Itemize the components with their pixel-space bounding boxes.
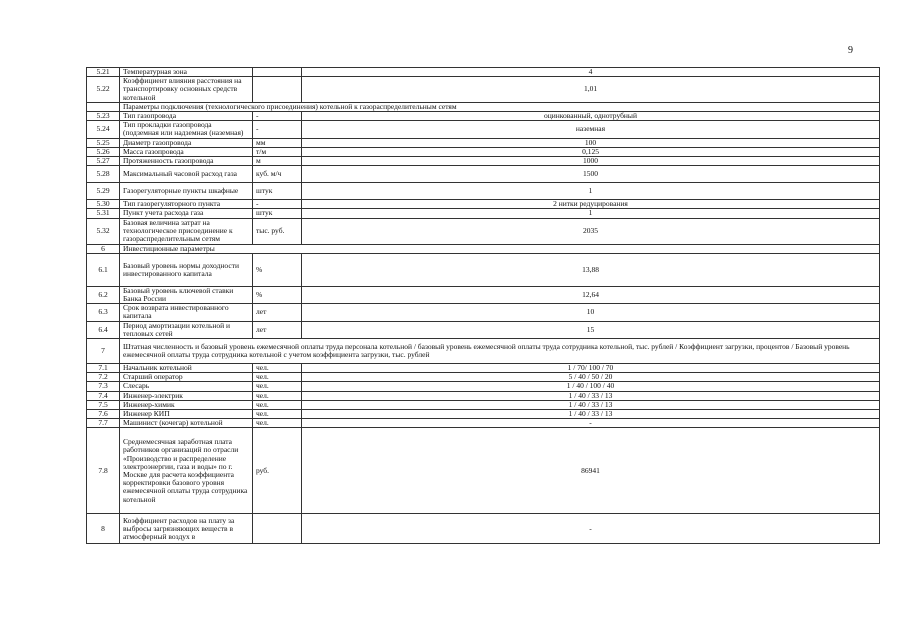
unit-cell: м [253,157,302,166]
row-number-cell: 5.26 [87,147,120,156]
value-cell: 1 / 40 / 100 / 40 [302,382,880,391]
value-cell: 86941 [302,428,880,514]
value-cell: 2 нитки редуцирования [302,200,880,209]
unit-cell: руб. [253,428,302,514]
row-number-cell [87,102,120,111]
unit-cell: лет [253,321,302,338]
value-cell: 12,64 [302,286,880,303]
unit-cell: чел. [253,400,302,409]
table-row [87,121,880,138]
value-cell: 1 / 40 / 33 / 13 [302,400,880,409]
table-row [87,183,880,200]
table-row [87,339,880,364]
parameter-name-cell: Тип газорегуляторного пункта [120,200,253,209]
parameter-name-cell: Коэффициент влияния расстояния на транспортировку основных средств котельной [120,77,253,103]
unit-cell: штук [253,209,302,218]
unit-cell: чел. [253,391,302,400]
row-number-cell: 7.8 [87,428,120,514]
row-number-cell: 5.32 [87,218,120,244]
row-number-cell: 5.23 [87,112,120,121]
unit-cell: т/м [253,147,302,156]
table-row [87,410,880,419]
parameter-name-cell: Базовая величина затрат на технологическое присоединение к газораспределительным сетям [120,218,253,244]
parameter-name-cell: Инженер КИП [120,410,253,419]
row-number-cell: 5.28 [87,166,120,183]
parameters-table [86,67,880,544]
table-row [87,514,880,544]
parameter-name-cell: Базовый уровень нормы доходности инвестированного капитала [120,253,253,286]
row-number-cell: 7.4 [87,391,120,400]
unit-cell: штук [253,183,302,200]
parameter-name-cell: Срок возврата инвестированного капитала [120,304,253,321]
table-row [87,200,880,209]
parameter-name-cell: Пункт учета расхода газа [120,209,253,218]
parameter-name-cell: Базовый уровень ключевой ставки Банка России [120,286,253,303]
value-cell: 1 [302,183,880,200]
parameter-name-cell: Старший оператор [120,373,253,382]
parameter-name-cell: Тип прокладки газопровода (подземная или надземная (наземная) [120,121,253,138]
row-number-cell: 5.22 [87,77,120,103]
row-number-cell: 6.2 [87,286,120,303]
unit-cell: чел. [253,410,302,419]
unit-cell [253,77,302,103]
table-row [87,244,880,253]
parameter-name-cell: Максимальный часовой расход газа [120,166,253,183]
value-cell: 5 / 40 / 50 / 20 [302,373,880,382]
value-cell: 2035 [302,218,880,244]
value-cell: 4 [302,68,880,77]
unit-cell: чел. [253,364,302,373]
table-row [87,304,880,321]
value-cell: 10 [302,304,880,321]
value-cell: 13,88 [302,253,880,286]
row-number-cell: 7.3 [87,382,120,391]
row-number-cell: 5.30 [87,200,120,209]
unit-cell: мм [253,138,302,147]
unit-cell: чел. [253,419,302,428]
parameter-name-cell: Слесарь [120,382,253,391]
row-number-cell: 6 [87,244,120,253]
wide-description-cell: Штатная численность и базовый уровень ежемесячной оплаты труда персонала котельной / базовый уровень ежемесячной оплаты труда сотрудника котельной, тыс. рублей / Коэффициент загрузки, процентов / Базовый уровень ежемесячной оплаты труда сотрудника котельной с учетом коэффициента загрузки, тыс. рублей [120,339,880,364]
unit-cell: - [253,200,302,209]
unit-cell: чел. [253,373,302,382]
parameter-name-cell: Коэффициент расходов на плату за выбросы загрязняющих веществ в атмосферный воздух в [120,514,253,544]
unit-cell: % [253,253,302,286]
table-row [87,112,880,121]
unit-cell: - [253,112,302,121]
parameter-name-cell: Тип газопровода [120,112,253,121]
parameter-name-cell: Период амортизации котельной и тепловых сетей [120,321,253,338]
unit-cell: куб. м/ч [253,166,302,183]
table-row [87,77,880,103]
table-row [87,373,880,382]
parameter-name-cell: Среднемесячная заработная плата работников организаций по отрасли «Производство и распределение электроэнергии, газа и воды» по г. Москве для расчета коэффициента корректировки базового уровня ежемесячной оплаты труда сотрудника котельной [120,428,253,514]
row-number-cell: 5.24 [87,121,120,138]
table-row [87,68,880,77]
row-number-cell: 5.25 [87,138,120,147]
row-number-cell: 8 [87,514,120,544]
parameter-name-cell: Инженер-химик [120,400,253,409]
parameter-name-cell: Газорегуляторные пункты шкафные [120,183,253,200]
value-cell: 1000 [302,157,880,166]
value-cell: - [302,419,880,428]
value-cell: наземная [302,121,880,138]
table-row [87,218,880,244]
unit-cell [253,68,302,77]
row-number-cell: 6.4 [87,321,120,338]
table-row [87,253,880,286]
value-cell: 1 / 40 / 33 / 13 [302,410,880,419]
unit-cell: тыс. руб. [253,218,302,244]
parameter-name-cell: Инженер-электрик [120,391,253,400]
table-row [87,147,880,156]
value-cell: 1,01 [302,77,880,103]
row-number-cell: 7.5 [87,400,120,409]
row-number-cell: 7.6 [87,410,120,419]
table-row [87,138,880,147]
unit-cell [253,514,302,544]
value-cell: 1 / 70/ 100 / 70 [302,364,880,373]
parameter-name-cell: Машинист (кочегар) котельной [120,419,253,428]
value-cell: 0,125 [302,147,880,156]
parameter-name-cell: Протяженность газопровода [120,157,253,166]
section-heading-cell: Параметры подключения (технологического присоединения) котельной к газораспределительным сетям [120,102,880,111]
parameter-name-cell: Диаметр газопровода [120,138,253,147]
value-cell: - [302,514,880,544]
table-row [87,428,880,514]
value-cell: 100 [302,138,880,147]
unit-cell: - [253,121,302,138]
unit-cell: чел. [253,382,302,391]
row-number-cell: 5.27 [87,157,120,166]
parameter-name-cell: Начальник котельной [120,364,253,373]
unit-cell: лет [253,304,302,321]
row-number-cell: 7.2 [87,373,120,382]
row-number-cell: 5.29 [87,183,120,200]
row-number-cell: 7 [87,339,120,364]
table-row [87,157,880,166]
row-number-cell: 6.1 [87,253,120,286]
table-row [87,419,880,428]
row-number-cell: 5.21 [87,68,120,77]
table-row [87,166,880,183]
table-row [87,364,880,373]
value-cell: 1500 [302,166,880,183]
row-number-cell: 6.3 [87,304,120,321]
value-cell: 1 [302,209,880,218]
table-row [87,209,880,218]
table-row [87,382,880,391]
parameter-name-cell: Температурная зона [120,68,253,77]
row-number-cell: 5.31 [87,209,120,218]
parameter-name-cell: Масса газопровода [120,147,253,156]
row-number-cell: 7.1 [87,364,120,373]
row-number-cell: 7.7 [87,419,120,428]
page-number: 9 [848,45,853,56]
table-row [87,102,880,111]
table-row [87,321,880,338]
value-cell: 1 / 40 / 33 / 13 [302,391,880,400]
group-heading-cell: Инвестиционные параметры [120,244,880,253]
value-cell: оцинкованный, однотрубный [302,112,880,121]
table-row [87,400,880,409]
table-row [87,286,880,303]
unit-cell: % [253,286,302,303]
table-row [87,391,880,400]
value-cell: 15 [302,321,880,338]
